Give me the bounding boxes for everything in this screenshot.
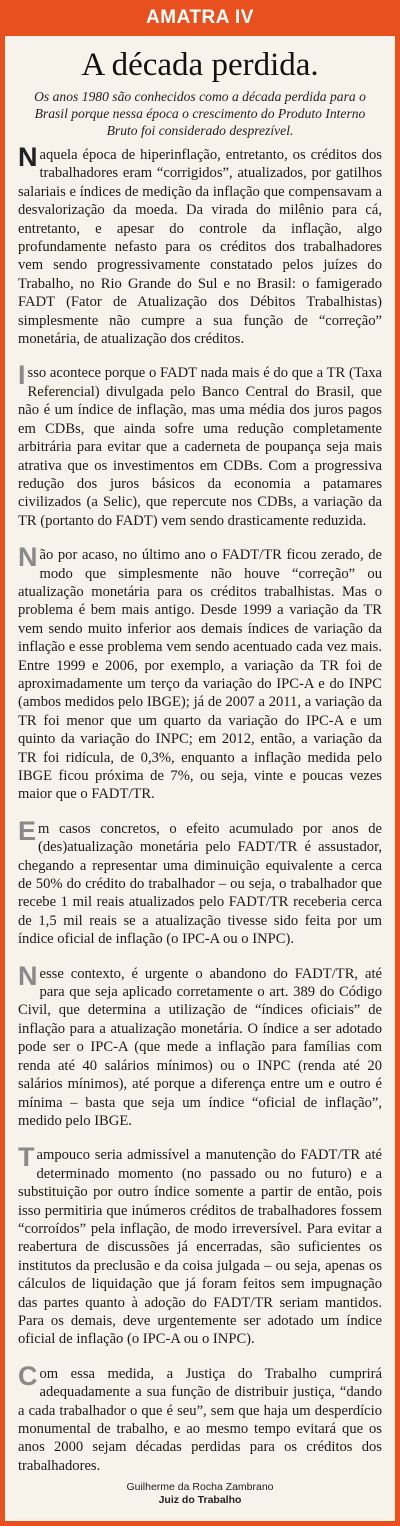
- author-role: Juiz do Trabalho: [158, 1494, 242, 1506]
- section-label: AMATRA IV: [146, 7, 254, 28]
- article-panel: [5, 36, 395, 1521]
- paragraph-text: esse contexto, é urgente o abandono do FADT/TR, até para que seja aplicado corretamente o art. 389 do Código Civil, que determina a utilização de “índices oficiais” de inflação para a atualização monetária. O índice a ser adotado pode ser o IPC-A (que mede a inflação para famílias com renda até 40 salários mínimos) ou o INPC (renda até 20 salários mínimos), até porque a diferença entre um e outro é mínima – basta que seja um índice “oficial de inflação”, medido pelo IBGE.: [18, 965, 382, 1129]
- paragraph: [18, 542, 382, 804]
- paragraph-text: ampouco seria admissível a manutenção do FADT/TR até determinado momento (no passado ou no futuro) e a substituição por outro índice somente a partir de então, pois isso permitiria que inúmeros créditos de trabalhadores fossem “corroídos” pela inflação, de modo irreversível. Para evitar a reabertura de discussões já encerradas, são suficientes os institutos da preclusão e da coisa julgada – ou seja, apenas os cálculos de liquidação que já foram feitos sem impugnação das partes quanto à adoção do FADT/TR seriam mantidos. Para os demais, deve urgentemente ser adotado um índice oficial de inflação (o IPC-A ou o INPC).: [18, 1147, 382, 1348]
- drop-cap: I: [18, 360, 26, 391]
- drop-cap: T: [18, 1142, 35, 1173]
- drop-cap: N: [18, 142, 38, 172]
- paragraph: [18, 360, 382, 530]
- paragraph: [18, 1142, 382, 1348]
- paragraph: [18, 1360, 382, 1475]
- article-subtitle: Os anos 1980 são conhecidos como a década perdida para o Brasil porque nessa época o crescimento do Produto Interno Bruto foi considerado desprezível.: [34, 89, 366, 138]
- drop-cap: N: [18, 542, 38, 573]
- paragraph-text: om essa medida, a Justiça do Trabalho cumprirá adequadamente a sua função de distribuir justiça, “dando a cada trabalhador o que é seu”, sem que haja um desperdício monumental de trabalho, e ao mesmo tempo evitará que os anos 2000 sejam décadas perdidas para os créditos dos trabalhadores.: [18, 1365, 382, 1474]
- article-title: A década perdida.: [81, 47, 319, 83]
- paragraph-text: ão por acaso, no último ano o FADT/TR ficou zerado, de modo que simplesmente não houve “correção” ou atualização monetária para os créditos trabalhistas. Mas o problema é bem mais antigo. Desde 1999 a variação da TR vem sendo muito inferior aos demais índices de variação da inflação e esse problema vem sendo acentuado cada vez mais. Entre 1999 e 2006, por exemplo, a variação da TR foi de aproximadamente um terço da variação do IPC-A e do INPC (ambos medidos pelo IBGE); já de 2007 a 2011, a variação da TR foi menor que um quarto da variação do IPC-A e um quinto da variação do INPC; em 2012, então, a variação da TR foi ridícula, de 0,3%, enquanto a inflação medida pelo IBGE ficou próxima de 7%, ou seja, vinte e poucas vezes maior que o FADT/TR.: [18, 547, 382, 803]
- author-signature: [5, 1481, 395, 1507]
- paragraph-text: m casos concretos, o efeito acumulado por anos de (des)atualização monetária pelo FADT/TR é assustador, chegando a representar uma diminuição equivalente a cerca de 50% do crédito do trabalhador – ou seja, o trabalhador que recebe 1 mil reais atualizados pelo FADT/TR receberia cerca de 1,5 mil reais se a atualização tivesse sido feita por um índice oficial de inflação (o IPC-A ou o INPC).: [18, 820, 382, 948]
- paragraph: [18, 960, 382, 1131]
- drop-cap: E: [18, 815, 37, 846]
- drop-cap: N: [18, 960, 38, 991]
- paragraph-text: sso acontece porque o FADT nada mais é do que a TR (Taxa Referencial) divulgada pelo Banco Central do Brasil, que não é um índice de inflação, mas uma média dos juros pagos em CDBs, que ainda sofre uma redução completamente arbitrária para evitar que a caderneta de poupança seja mais atrativa que os investimentos em CDBs. Com a progressiva redução dos juros básicos da economia a patamares civilizados (a Selic), que repercute nos CDBs, a variação da TR (portanto do FADT) vem sendo drasticamente reduzida.: [18, 365, 382, 529]
- paragraph-text: aquela época de hiperinflação, entretanto, os créditos dos trabalhadores eram “corrigidos”, atualizados, por gatilhos salariais e índices de medição da inflação que compensavam a desvalorização da moeda. Da virada do milênio para cá, entretanto, e apesar do controle da inflação, algo profundamente nefasto para os créditos dos trabalhadores vem sendo progressivamente constatado pelos juízes do Trabalho, no Rio Grande do Sul e no Brasil: o famigerado FADT (Fator de Atualização dos Débitos Trabalhistas) simplesmente não cumpre a sua função de “correção” monetária, de atualização dos créditos.: [18, 147, 382, 348]
- paragraph: [18, 815, 382, 949]
- section-header: [5, 0, 395, 36]
- author-name: Guilherme da Rocha Zambrano: [126, 1481, 274, 1493]
- drop-cap: C: [18, 1360, 38, 1391]
- paragraph: [18, 142, 382, 348]
